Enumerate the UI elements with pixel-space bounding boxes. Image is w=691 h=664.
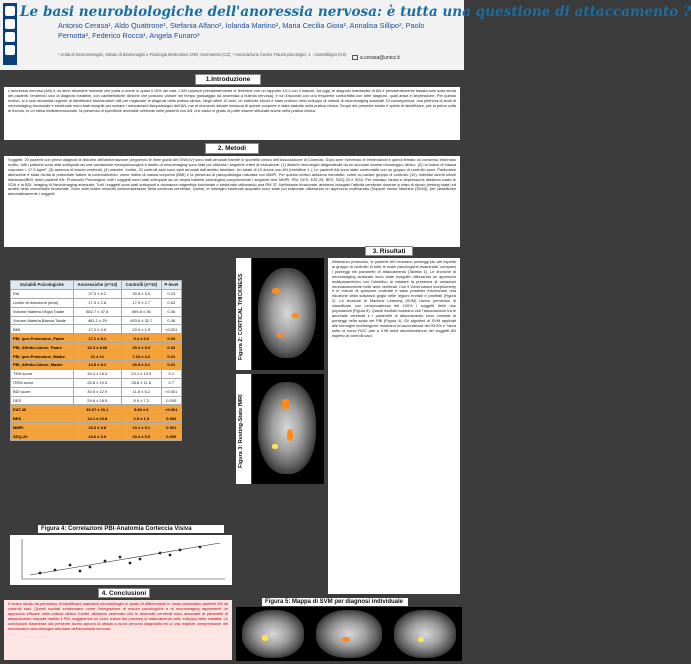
scatter-point — [119, 556, 122, 559]
fig3-brain-image — [252, 374, 324, 484]
table-cell: Età — [11, 289, 74, 298]
scatter-point — [139, 558, 142, 561]
table-cell: 0.36 — [161, 316, 181, 325]
table-cell: 7.03 ± 4.3 — [121, 352, 161, 361]
table-cell: 0.1 — [161, 369, 181, 378]
table-cell: 0.23 — [161, 289, 181, 298]
table-row — [11, 325, 182, 334]
scatter-point — [179, 549, 182, 552]
table-row — [11, 316, 182, 325]
table-cell: SDQ-20 — [11, 432, 74, 441]
scatter-point — [89, 566, 92, 569]
table-cell: 0.36 — [161, 307, 181, 316]
scatter-point — [39, 572, 42, 575]
table-cell: 29.6 ± 18.5 — [73, 396, 121, 405]
table-cell: 599.8 ± 36 — [121, 307, 161, 316]
intro-text: L'anoressia nervosa (AN) è un serio disordine mentale che porta a morte in quasi il 10% dei casi. L'AN colpisce prevalentemente le femmine con un rapporto 10:1 con il maschi. Ad oggi, le diagnosi individuate di AN è prevalentemente basata solo sulla storia dei pazienti, tendendo così la diagnosi instabile, con caratteristiche cliniche che possono variare nel tempo (passaggio da anoressia a bulimia nervosa), e va d'accordo con una frequente comorbilità con altre diagnosi, quali ansia e depressione. Per questo motivo, si è una necessità urgente di identificare biomarcatori utili per migliorare la diagnosi nella pratica clinica. Negli ultimi 10 anni, un notevole sforzo è stato profuso nello sviluppo di metodi di neuroimaging avanzati. Di conseguenza, una plethora di studi di neuroimaging funzionale e strutturale sono stati eseguiti per svelare i meccanismi fisiopatologici dell'AN, ma al momento attuale nessuna di queste scoperte è stata tradotta nella pratica clinica. Scopo del presente studio è quello di identificare, per la prima volta al mondo, in un ottica multidimensionale, la presenza di specifiche anomalie cerebrali nelle pazienti con AN, che siano in grado di poter essere utilizzate anche nella pratica clinica. — [4, 87, 460, 140]
intro-heading: 1.Introduzione — [195, 74, 261, 85]
table-cell: 582.7 ± 47.8 — [73, 307, 121, 316]
contact-email: a.cerasa@unicz.it — [360, 55, 400, 61]
scatter-point — [79, 570, 82, 573]
table-cell: 26.8 ± 10.5 — [73, 378, 121, 387]
table-cell: <0.001 — [161, 387, 181, 396]
table-row — [11, 298, 182, 307]
fig2-label: Figura 2: CORTICAL THICKNESS — [238, 266, 249, 368]
table-cell: 25.2 ± 9.3 — [121, 343, 161, 352]
table-cell: 23.3 ± 9.8 — [73, 423, 121, 432]
fig5-svm-map — [236, 607, 462, 661]
fig4-label: Figura 4: Correlazioni PBI-Anatomia Corteccia Visiva — [38, 525, 224, 533]
table-cell: 0.01 — [161, 352, 181, 361]
scatter-point — [54, 569, 57, 572]
table-cell: <0.001 — [161, 325, 181, 334]
table-cell: BDI score — [11, 387, 74, 396]
scatter-point — [69, 564, 72, 567]
table-row — [11, 361, 182, 370]
table-cell: 28.8 ± 11.8 — [121, 378, 161, 387]
table-cell: 17.1 ± 8.1 — [73, 334, 121, 343]
table-cell: EAT-26 — [11, 405, 74, 414]
table-row — [11, 307, 182, 316]
table-cell: MMPI — [11, 423, 74, 432]
fig2-brain-image — [252, 258, 324, 370]
table-cell: 23.1 ± 13.9 — [121, 369, 161, 378]
table-row — [11, 396, 182, 405]
results-heading: 3. Risultati — [365, 246, 413, 256]
scatter-point — [159, 552, 162, 555]
scatter-svg — [10, 535, 232, 585]
table-cell: 17.2 ± 0.8 — [73, 325, 121, 334]
author-list: Antonio Cerasa¹, Aldo Quattrone¹, Stefania Alfano², Iolanda Martino², Maria Cecilia Gioia², Annalisa Sillipo², Paolo Pernotta², Federico Rocca¹, Angela Funaro² — [58, 21, 425, 40]
table-cell: 30.67 ± 10.1 — [73, 405, 121, 414]
table-cell: Livello di istruzione (anni) — [11, 298, 74, 307]
affiliation-line: ¹ Unità di Neuroimmagini, Istituto di Bioimmagini e Fisiologia Molecolare CNR, Germaneto (CZ), ² Associazione Centro Traumi psicologici, 1 - Castrofilippo (CS) — [58, 52, 347, 57]
table-row — [11, 414, 182, 423]
psychological-variables-table — [10, 280, 182, 441]
table-cell: PBI_Iper-Protezione_Padre — [11, 334, 74, 343]
table-cell: 26.5 ± 8.1 — [121, 361, 161, 370]
table-row — [11, 405, 182, 414]
table-cell: BES — [11, 414, 74, 423]
table-cell: 0.03 — [161, 334, 181, 343]
scatter-point — [104, 560, 107, 563]
table-cell: 0.001 — [161, 423, 181, 432]
table-cell: 0.004 — [161, 414, 181, 423]
conclusions-heading: 4. Conclusioni — [98, 588, 150, 598]
table-cell: <0.001 — [161, 405, 181, 414]
results-text: Attraverso protocollo, le pazienti AN mostrano punteggi più alti rispetto al gruppo di controllo in tutte le scale psicologiche esaminate, compresi i punteggi nei parametri di attaccamento (Tabella 1). Le tecniche di neuroimaging avanzato sono state eseguite utilizzando un approccio multiparametrico con l'obiettivo di valutare la presenza di variazioni neuroanatomiche nelle aree cerebrali. Con il Voxel-based morphometry e le misure di spessore corticale è stato possibile evidenziare una riduzione della sostanza grigia nelle regioni frontali e parietali (Figura 2). Le tecniche di Machine Learning (SVM) hanno permesso di classificare con un'accuratezza del 100% i soggetti delle due popolazioni (Figura 5). Questi risultati mostrano che l'associazione tra le anomalie cerebrali e i parametri di attaccamento sono correlati ai punteggi nella scala del PBI (Figura 4). Gli algoritmi di SVM applicati alle immagini morfologiche mostrano un'accuratezza del 93.8% e l'area sotto la curva ROC pari a 0.98 nella discriminazione dei soggetti AN rispetto ai controlli sani. — [328, 258, 460, 594]
table-row — [11, 369, 182, 378]
table-cell: Volume Materia Grigia Totale — [11, 307, 74, 316]
fig3-label: Figura 3: Resting-State fMRI — [238, 380, 249, 482]
table-cell: 5.84 ± 6 — [121, 405, 161, 414]
table-cell: 27.3 ± 6.2 — [73, 289, 121, 298]
poster-header — [0, 0, 691, 70]
table-cell: 14.5 ± 8.1 — [73, 361, 121, 370]
table-cell: 10.1 ± 5.1 — [121, 423, 161, 432]
table-row — [11, 289, 182, 298]
table-row — [11, 334, 182, 343]
table-cell: Volume Materia Bianca Totale — [11, 316, 74, 325]
table-cell: 20.3 ± 1.9 — [121, 325, 161, 334]
table-cell: PBI_Iper-Protezione_Madre — [11, 352, 74, 361]
table-header: Controlli (n=10) — [121, 281, 161, 290]
table-cell: TEM score — [11, 369, 74, 378]
table-cell: 14.1 ± 10.8 — [73, 414, 121, 423]
table-cell: 0.01 — [161, 361, 181, 370]
table-cell: 20.4 ± 0.5 — [121, 432, 161, 441]
table-cell: 481.2 ± 29 — [73, 316, 121, 325]
table-row — [11, 423, 182, 432]
table-cell: 0.005 — [161, 396, 181, 405]
table-cell: 493.6 ± 32.7 — [121, 316, 161, 325]
scatter-point — [199, 546, 202, 549]
poster-title: Le basi neurobiologiche dell'anoressia nervosa: è tutta una questione di attaccamento ? — [20, 4, 691, 20]
table-cell: BMI — [11, 325, 74, 334]
table-cell: 9.4 ± 5.6 — [121, 334, 161, 343]
table-cell: 21 ± 12 — [73, 352, 121, 361]
table-cell: PBI_Affetto-Calore_Madre — [11, 361, 74, 370]
table-cell: 30.5 ± 12.9 — [73, 387, 121, 396]
table-cell: 17.3 ± 2.8 — [73, 298, 121, 307]
scatter-point — [129, 562, 132, 565]
table-cell: ITEM score — [11, 378, 74, 387]
institution-logo — [3, 3, 17, 65]
table-cell: 30.8 ± 5.9 — [121, 289, 161, 298]
table-cell: 16.3 ± 8.06 — [73, 343, 121, 352]
table-cell: DES — [11, 396, 74, 405]
table-cell: 0.63 — [161, 298, 181, 307]
table-cell: 24.6 ± 3.9 — [73, 432, 121, 441]
table-cell: 0.03 — [161, 343, 181, 352]
table-row — [11, 432, 182, 441]
table-row — [11, 352, 182, 361]
methods-heading: 2. Metodi — [205, 143, 259, 154]
table-header: Variabili Psicologiche — [11, 281, 74, 290]
table-cell: 0.7 — [161, 378, 181, 387]
email-icon — [352, 55, 358, 60]
table-row — [11, 387, 182, 396]
table-header: P-level — [161, 281, 181, 290]
conclusions-text: Il nostro studio ha permesso di identificare marcatori neurobiologici in grado di differenziare in modo automatico pazienti AN da controlli sani. Questi risultati evidenziano come l'integrazione di misure psicologiche e di neuroimaging rappresenti un approccio efficace nella pratica clinica. Inoltre, abbiamo osservato che le anomalie cerebrali sono associate ai parametri di attaccamento misurati tramite il PBI, suggerendo un ruolo chiave dei processi di attaccamento nello sviluppo della malattia. Le conclusioni trasmesse dal presente lavoro aprono la strada a nuovi percorsi diagnostici ed a una migliore comprensione dei meccanismi neurobiologici alla base dell'anoressia nervosa. — [4, 600, 232, 660]
table-cell: 0.005 — [161, 432, 181, 441]
table-header-row — [11, 281, 182, 290]
table-cell: 17.9 ± 2.7 — [121, 298, 161, 307]
fig5-label: Figura 5: Mappa di SVM per diagnosi individuale — [262, 598, 408, 606]
table-row — [11, 378, 182, 387]
table-cell: 8.9 ± 7.2 — [121, 396, 161, 405]
table-cell: 34.4 ± 16.3 — [73, 369, 121, 378]
table-header: Anoressiche (n=10) — [73, 281, 121, 290]
table-cell: 2.9 ± 1.3 — [121, 414, 161, 423]
table-cell: 11.8 ± 5.2 — [121, 387, 161, 396]
methods-text: Soggetti: 20 pazienti con prima diagnosi di disturbo dell'alimentazione (seguendo le linee guida del DSM-IV) sono stati arruolati tramite lo sportello clinico dell'Associazione di Cosenza. Dopo aver ricevendo le informazioni e quindi firmato un consenso informato scritto, tutti i pazienti sono stati sottoposti ad una valutazione neuropsicologica e studio di neuroimaging sono stati poi utilizzati i seguenti criteri di esclusione: (1) disturbi neurologici diagnosticati da un accurato esame neurologico clinico, (2) un indice di massa corporea < 17.5 kg/m², (3) assenza di lesioni cerebrali, (4) mancini. Inoltre, 20 controlli sani sono stati arruolati dall'ambito familiare. Un totale di 10 donne con AN (restrittive 1 ), Le pazienti AN sono state confrontate con un gruppo di controllo sano. Particolare attenzione è stata rivolta al potenziale fattore di confondimento, come indice di massa corporea (BMI) e la presenza di psicopatologia misurata con MMPI. Per questo motivo abbiamo introdotto, come co-variate gruppo di controllo (10), individui aventi simile età/sesso/BMI, delle pazienti AN. Protocollo Psicologico: tutti i soggetti sono stati sottoposti ad un ampia batteria psicologica comprendente i seguenti test: MMPI, PBI, DES, EAT-26, BES, SDQ-20 e SOA. Per valutare l'ansia e depressione abbiamo usato le STAI e la BDI. Imaging di Neuroimaging avanzato: Tutti i soggetti sono stati sottoposti a risonanza magnetica funzionale e strutturale utilizzando una RM 3T. Nell'esame funzionale, abbiamo indagato l'attività cerebrale durante lo stato di riposo (resting state) ed analisi della connettività funzionale. Sono stati inoltre misurati volume/spessore della corteccia cerebrale. Quindi, le immagini strutturali acquisite sono state poi elaborate utilizzando un approccio multivariato (Support Vector Machine (SVM)), per classificare automaticamente i soggetti. — [4, 156, 460, 247]
table-row — [11, 343, 182, 352]
scatter-point — [169, 554, 172, 557]
table-cell: PBI_Affetto-Calore_Padre — [11, 343, 74, 352]
fig4-scatter-plot — [10, 535, 232, 585]
